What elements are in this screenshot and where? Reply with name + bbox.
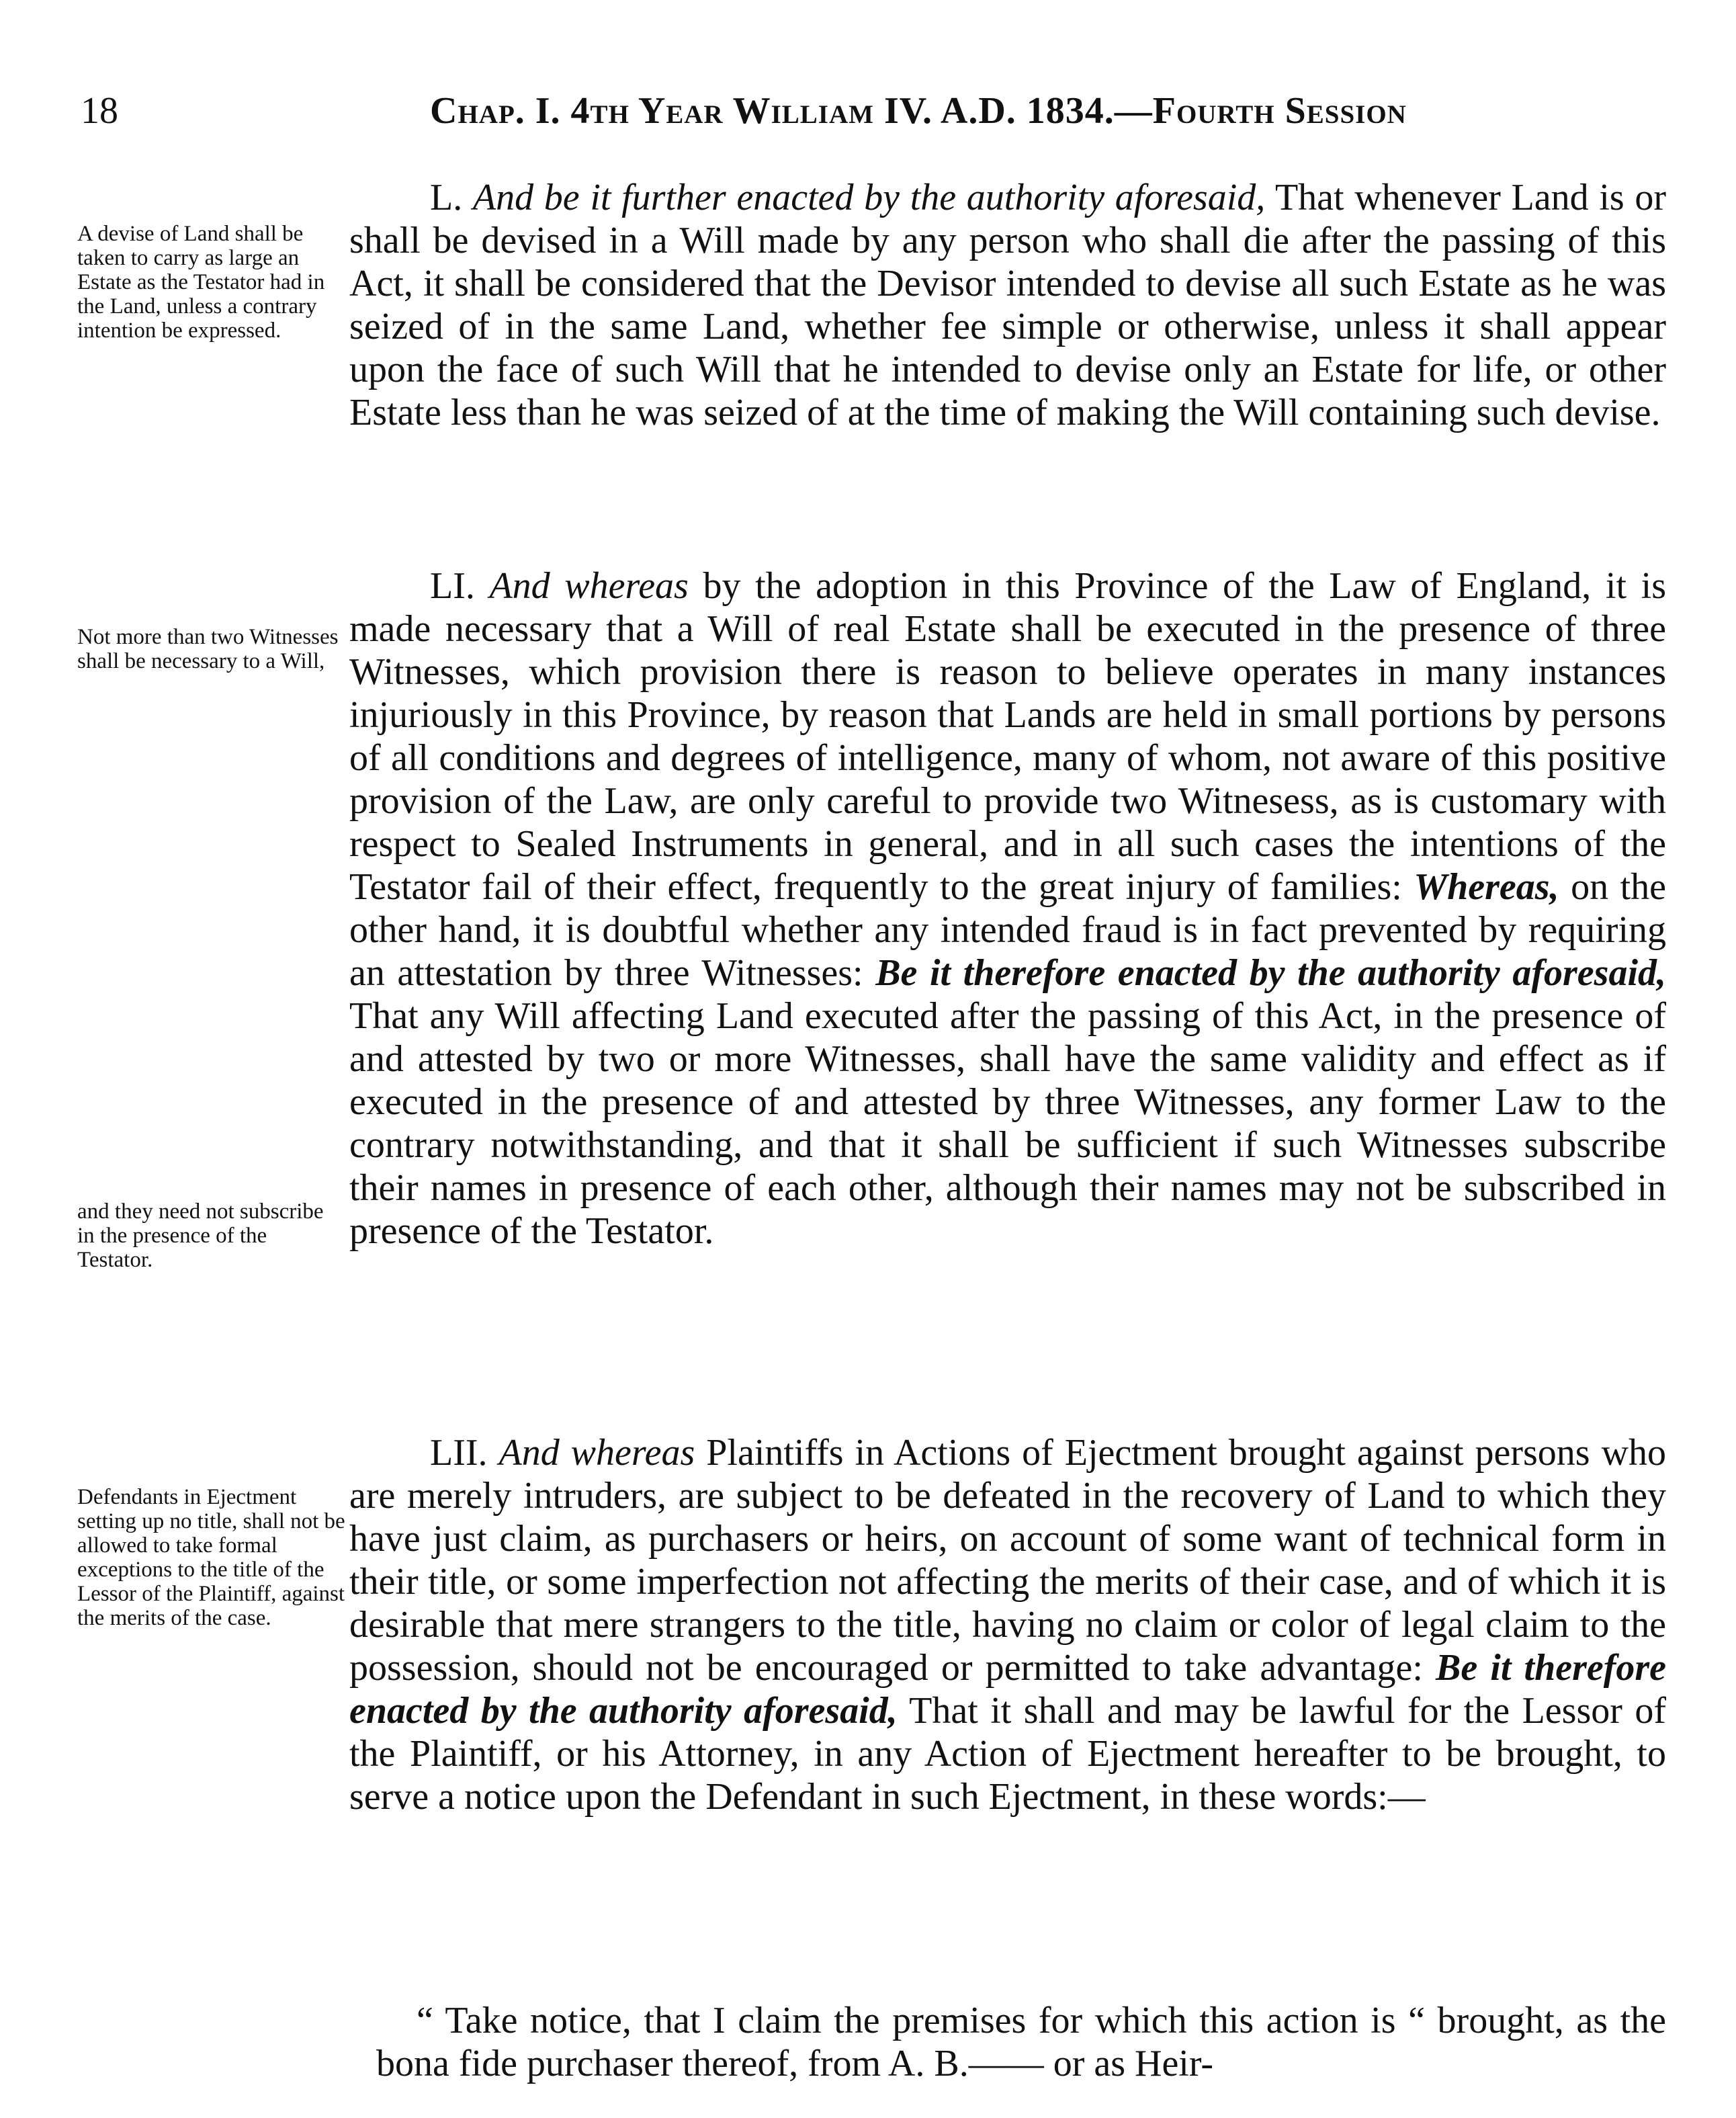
notice-quote: “ Take notice, that I claim the premises for which this action is “ brought, as the bona fide purchaser thereof, from A. B.—— or as Heir- (376, 2000, 1666, 2084)
section-lii (349, 1431, 1666, 1818)
margin-note-ejectment: Defendants in Ejectment setting up no title, shall not be allowed to take formal exceptions to the title of the Lessor of the Plaintiff, against the merits of the case. (77, 1485, 345, 1630)
recital-clause: And whereas (489, 565, 689, 607)
recital-clause: And whereas (498, 1432, 695, 1474)
section-text: That any Will affecting Land executed after the passing of this Act, in the presence of and attested by two or more Witnesses, shall have the same validity and effect as if executed in the presence of and attested by three Witnesses, any former Law to the contrary notwithstanding, and that it shall be sufficient if such Witnesses subscribe their names in presence of each other, although their names may not be subscribed in presence of the Testator. (349, 995, 1666, 1252)
enacting-clause: Be it therefore enacted by the authority aforesaid, (349, 1647, 1667, 1732)
section-text: That whenever Land is or shall be devised in a Will made by any person who shall die after the passing of this Act, it shall be considered that the Devisor intended to devise all such Estate as he was seized of in the same Land, whether fee simple or otherwise, unless it shall appear upon the face of such Will that he intended to devise only an Estate for life, or other Estate less than he was seized of at the time of making the Will containing such devise. (349, 177, 1667, 433)
enacting-clause: Be it therefore enacted by the authority aforesaid, (875, 952, 1666, 994)
section-text: That it shall and may be lawful for the Lessor of the Plaintiff, or his Attorney, in any Action of Ejectment hereafter to be brought, to serve a notice upon the Defendant in such Ejectment, in these words:— (349, 1690, 1666, 1818)
section-text: by the adoption in this Province of the Law of England, it is made necessary that a Will of real Estate shall be executed in the presence of three Witnesses, which provision there is reason to believe operates in many instances injuriously in this Province, by reason that Lands are held in small portions by persons of all conditions and degrees of intelligence, many of whom, not aware of this positive provision of the Law, are only careful to provide two Witnesess, as is customary with respect to Sealed Instruments in general, and in all such cases the intentions of the Testator fail of their effect, frequently to the great injury of families: (349, 565, 1666, 908)
section-li (349, 564, 1666, 1253)
section-text: on the other hand, it is doubtful whether any intended fraud is in fact prevented by requiring an attestation by three Witnesses: (349, 866, 1667, 994)
section-l (349, 176, 1666, 434)
page-number: 18 (81, 90, 118, 132)
margin-note-witnesses: Not more than two Witnesses shall be necessary to a Will, (77, 625, 339, 673)
margin-note-devise: A devise of Land shall be taken to carry as large an Estate as the Testator had in the Land, unless a contrary intention be expressed. (77, 222, 325, 343)
page-header (81, 87, 1680, 134)
section-number: LII. (430, 1432, 488, 1474)
running-head: Chap. I. 4th Year William IV. A.D. 1834.—Fourth Session (430, 90, 1407, 132)
whereas-clause: Whereas, (1414, 866, 1559, 908)
enacting-clause: And be it further enacted by the authority aforesaid, (472, 177, 1266, 218)
margin-note-subscribe: and they need not subscribe in the presence of the Testator. (77, 1199, 324, 1272)
section-number: L. (430, 177, 463, 218)
section-number: LI. (430, 565, 475, 607)
section-text: Plaintiffs in Actions of Ejectment brought against persons who are merely intruders, are subject to be defeated in the recovery of Land to which they have just claim, as purchasers or heirs, on account of some want of technical form in their title, or some imperfection not affecting the merits of their case, and of which it is desirable that mere strangers to the title, having no claim or color of legal claim to the possession, should not be encouraged or permitted to take advantage: (349, 1432, 1667, 1689)
